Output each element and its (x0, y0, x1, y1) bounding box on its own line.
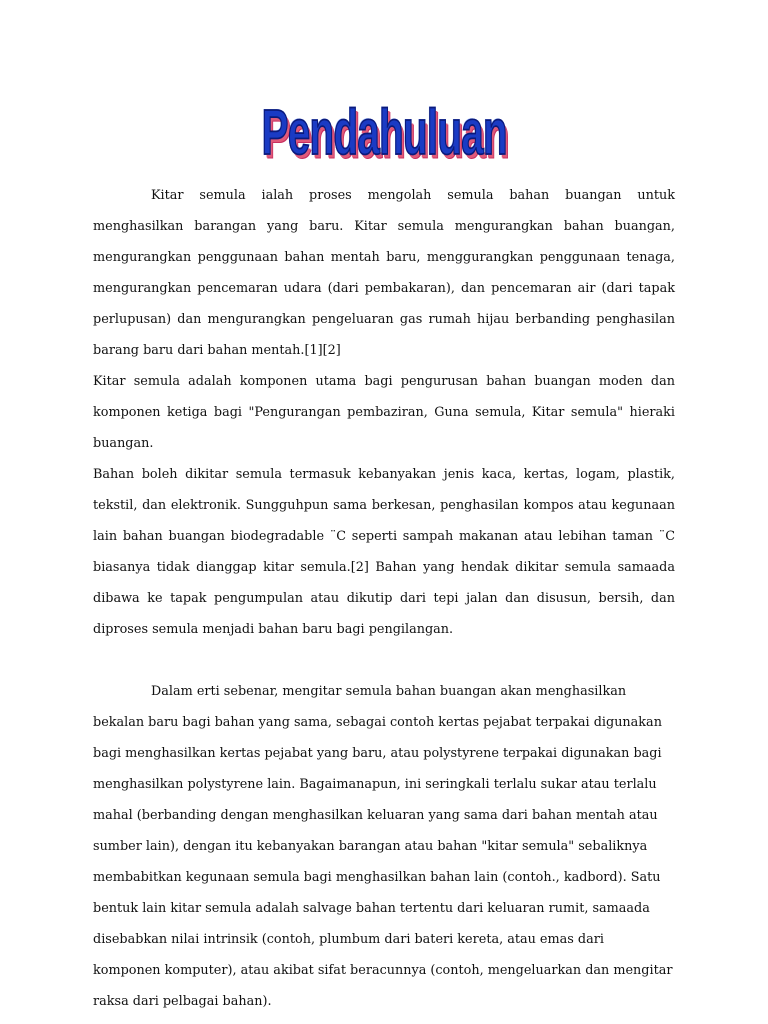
paragraph-gap (93, 645, 675, 676)
paragraph-2: Kitar semula adalah komponen utama bagi pengurusan bahan buangan moden dan komponen ketiga bagi "Pengurangan pembaziran, Guna semula, Kitar semula" hieraki buangan. (93, 374, 675, 451)
document-body (93, 180, 675, 1017)
paragraph-4: Dalam erti sebenar, mengitar semula bahan buangan akan menghasilkan bekalan baru bagi bahan yang sama, sebagai contoh kertas pejabat terpakai digunakan bagi menghasilkan kertas pejabat yang baru, atau polystyrene terpakai digunakan bagi menghasilkan polystyrene lain. Bagaimanapun, ini seringkali terlalu sukar atau terlalu mahal (berbanding dengan menghasilkan keluaran yang sama dari bahan mentah atau sumber lain), dengan itu kebanyakan barangan atau bahan "kitar semula" sebaliknya membabitkan kegunaan semula bagi menghasilkan bahan lain (contoh., kadbord). Satu bentuk lain kitar semula adalah salvage bahan tertentu dari keluaran rumit, samaada disebabkan nilai intrinsik (contoh, plumbum dari bateri kereta, atau emas dari komponen komputer), atau akibat sifat beracunnya (contoh, mengeluarkan dan mengitar raksa dari pelbagai bahan). (93, 684, 673, 1009)
paragraph-3: Bahan boleh dikitar semula termasuk kebanyakan jenis kaca, kertas, logam, plastik, tekstil, dan elektronik. Sungguhpun sama berkesan, penghasilan kompos atau kegunaan lain bahan buangan biodegradable ¨C seperti sampah makanan atau lebihan taman ¨C biasanya tidak dianggap kitar semula.[2] Bahan yang hendak dikitar semula samaada dibawa ke tapak pengumpulan atau dikutip dari tepi jalan dan disusun, bersih, dan diproses semula menjadi bahan baru bagi pengilangan. (93, 467, 675, 637)
title-container (0, 95, 768, 168)
paragraph-1: Kitar semula ialah proses mengolah semula bahan buangan untuk menghasilkan barangan yang baru. Kitar semula mengurangkan bahan buangan, mengurangkan penggunaan bahan mentah baru, menggurangkan penggunaan tenaga, mengurangkan pencemaran udara (dari pembakaran), dan pencemaran air (dari tapak perlupusan) dan mengurangkan pengeluaran gas rumah hijau berbanding penghasilan barang baru dari bahan mentah.[1][2] (93, 188, 675, 358)
page-title: Pendahuluan (261, 95, 507, 168)
